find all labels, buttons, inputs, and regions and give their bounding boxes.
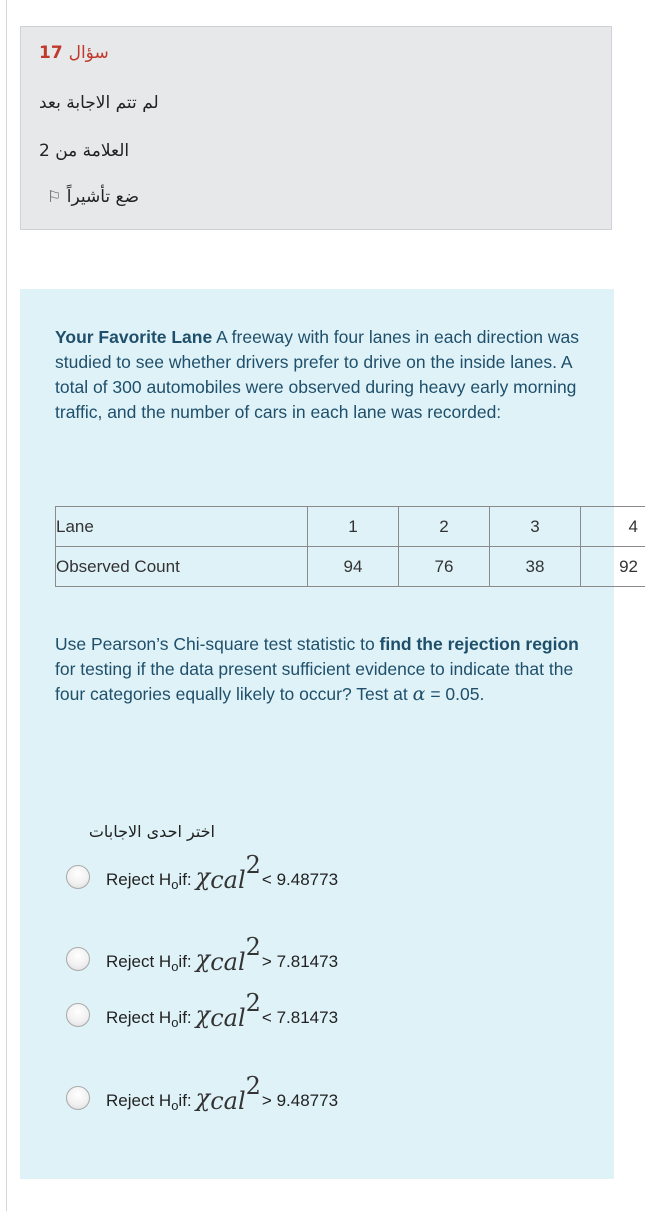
if-text: if: <box>178 1091 192 1110</box>
reject-prefix: Reject H <box>106 1008 172 1027</box>
question-body: A freeway with four lanes in each direction was studied to see whether drivers prefer to drive on the inside lanes. A total of 300 automobiles were observed during heavy early morning traffic, and the number of cars in each lane was recorded: <box>55 327 579 422</box>
table-cell: 4 <box>581 507 645 547</box>
question-content-box <box>20 289 638 1179</box>
question-number <box>39 43 593 63</box>
table-cell: 1 <box>308 507 399 547</box>
h-subscript: o <box>171 1098 179 1113</box>
cal-subscript: cal <box>210 1087 246 1115</box>
answer-option-3[interactable] <box>66 989 339 1032</box>
option-value: > 9.48773 <box>261 1091 339 1110</box>
table-cell: 38 <box>490 547 581 587</box>
h-subscript: o <box>171 1015 179 1030</box>
option-label <box>106 933 339 976</box>
chi-symbol: χ <box>195 945 211 973</box>
squared-superscript: 2 <box>245 851 261 879</box>
h-subscript: o <box>171 877 179 892</box>
squared-superscript: 2 <box>245 933 261 961</box>
question-number-value: 17 <box>39 43 63 63</box>
radio-button[interactable] <box>66 1003 90 1027</box>
question-title: Your Favorite Lane <box>55 327 213 347</box>
option-label <box>106 989 339 1032</box>
answer-option-2[interactable] <box>66 933 339 976</box>
squared-superscript: 2 <box>245 989 261 1017</box>
data-table <box>55 506 645 587</box>
option-value: < 9.48773 <box>261 870 339 889</box>
instruction-text <box>55 632 590 707</box>
question-text <box>55 325 590 425</box>
answer-status: لم تتم الاجابة بعد <box>39 93 159 113</box>
left-border <box>6 0 7 1211</box>
question-info-box <box>20 26 612 230</box>
option-label <box>106 1072 339 1115</box>
chi-symbol: χ <box>195 863 211 891</box>
option-value: > 7.81473 <box>261 952 339 971</box>
radio-button[interactable] <box>66 865 90 889</box>
alpha-symbol: α <box>412 683 426 705</box>
if-text: if: <box>178 870 192 889</box>
instruction-part1: Use Pearson’s Chi-square test statistic to <box>55 634 380 654</box>
radio-button[interactable] <box>66 947 90 971</box>
table-cell: 92 <box>581 547 645 587</box>
instruction-bold: find the rejection region <box>379 634 579 654</box>
flag-icon: ⚐ <box>47 187 62 206</box>
if-text: if: <box>178 1008 192 1027</box>
table-row <box>56 507 645 547</box>
table-cell: 3 <box>490 507 581 547</box>
instruction-part3: = 0.05. <box>425 684 485 704</box>
if-text: if: <box>178 952 192 971</box>
instruction-part2: for testing if the data present sufficient evidence to indicate that the four categories equally likely to occur? Test at <box>55 659 574 704</box>
table-cell: Lane <box>56 507 308 547</box>
table-cell: 94 <box>308 547 399 587</box>
squared-superscript: 2 <box>245 1072 261 1100</box>
h-subscript: o <box>171 959 179 974</box>
table-row <box>56 547 645 587</box>
table-cell: Observed Count <box>56 547 308 587</box>
flag-label: ضع تأشيراً <box>66 187 140 207</box>
radio-button[interactable] <box>66 1086 90 1110</box>
chi-symbol: χ <box>195 1084 211 1112</box>
answer-option-1[interactable] <box>66 851 339 894</box>
reject-prefix: Reject H <box>106 1091 172 1110</box>
choose-answer-prompt: اختر احدى الاجابات <box>88 822 215 841</box>
question-word: سؤال <box>68 43 109 63</box>
reject-prefix: Reject H <box>106 870 172 889</box>
option-label <box>106 851 339 894</box>
cal-subscript: cal <box>210 948 246 976</box>
table-cell: 76 <box>399 547 490 587</box>
cal-subscript: cal <box>210 1004 246 1032</box>
chi-symbol: χ <box>195 1001 211 1029</box>
answer-option-4[interactable] <box>66 1072 339 1115</box>
reject-prefix: Reject H <box>106 952 172 971</box>
table-cell: 2 <box>399 507 490 547</box>
cal-subscript: cal <box>210 866 246 894</box>
question-mark: العلامة من 2 <box>39 141 130 161</box>
flag-question-link[interactable] <box>39 187 593 207</box>
option-value: < 7.81473 <box>261 1008 339 1027</box>
